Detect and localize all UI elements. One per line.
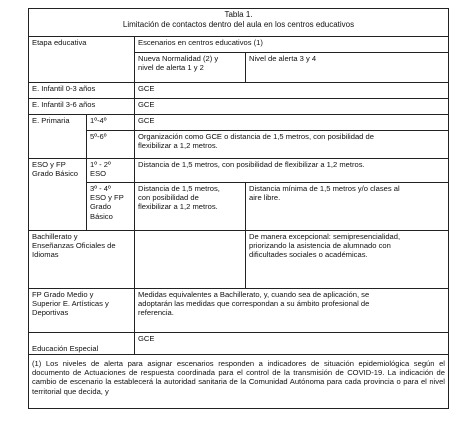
table-footnote: (1) Los niveles de alerta para asignar escenarios responden a indicadores de situación epidemiológica según el documento de Actuaciones de respuesta coordinada para el control de la transmisión de COVID-19. La indicación de cambio de escenario la establecerá la autoridad sanitaria de la Comunidad Autónoma para cada provincia o para el nivel territorial que decida, y bbox=[32, 359, 445, 396]
header-stage: Etapa educativa bbox=[29, 37, 135, 83]
stage-eso: ESO y FP Grado Básico bbox=[29, 159, 87, 231]
substage-primaria-5-6: 5º-6º bbox=[87, 131, 135, 159]
row-primaria-1-4 bbox=[29, 115, 449, 131]
stage-especial: Educación Especial bbox=[29, 333, 135, 355]
row-fp bbox=[29, 289, 449, 333]
stage-bachillerato: Bachillerato y Enseñanzas Oficiales de Idiomas bbox=[29, 231, 135, 289]
value-eso-3-4-level-3-4: Distancia mínima de 1,5 metros y/o clases al aire libre. bbox=[246, 183, 449, 231]
stage-fp: FP Grado Medio y Superior E. Artísticas y Deportivas bbox=[29, 289, 135, 333]
substage-eso-3-4: 3º - 4º ESO y FP Grado Básico bbox=[87, 183, 135, 231]
row-infantil-3-6 bbox=[29, 99, 449, 115]
value-infantil-3-6: GCE bbox=[135, 99, 449, 115]
value-primaria-5-6: Organización como GCE o distancia de 1,5 metros, con posibilidad de flexibilizar a 1,2 metros. bbox=[135, 131, 449, 159]
caption-row bbox=[29, 9, 449, 37]
header-scenarios: Escenarios en centros educativos (1) bbox=[135, 37, 449, 53]
header-normal: Nueva Normalidad (2) y nivel de alerta 1 y 2 bbox=[135, 53, 246, 83]
value-eso-1-2: Distancia de 1,5 metros, con posibilidad de flexibilizar a 1,2 metros. bbox=[135, 159, 449, 183]
value-especial: GCE bbox=[135, 333, 449, 355]
footnote-row bbox=[29, 355, 449, 409]
header-level-3-4: Nivel de alerta 3 y 4 bbox=[246, 53, 449, 83]
stage-infantil-0-3: E. Infantil 0-3 años bbox=[29, 83, 135, 99]
caption-subtitle: Limitación de contactos dentro del aula en los centros educativos bbox=[122, 20, 355, 29]
row-eso-3-4 bbox=[29, 183, 449, 231]
row-eso-1-2 bbox=[29, 159, 449, 183]
caption-title: Tabla 1. bbox=[224, 10, 253, 19]
table-caption bbox=[29, 9, 449, 37]
row-primaria-5-6 bbox=[29, 131, 449, 159]
value-primaria-1-4: GCE bbox=[135, 115, 449, 131]
substage-primaria-1-4: 1º-4º bbox=[87, 115, 135, 131]
header-row bbox=[29, 37, 449, 53]
row-infantil-0-3 bbox=[29, 83, 449, 99]
value-bachillerato-level-3-4: De manera excepcional: semipresencialidad, priorizando la asistencia de alumnado con dificultades sociales o académicas. bbox=[246, 231, 449, 289]
value-infantil-0-3: GCE bbox=[135, 83, 449, 99]
substage-eso-1-2: 1º - 2º ESO bbox=[87, 159, 135, 183]
value-fp: Medidas equivalentes a Bachillerato, y, cuando sea de aplicación, se adoptarán las medidas que correspondan a su ámbito profesional de referencia. bbox=[135, 289, 449, 333]
stage-infantil-3-6: E. Infantil 3-6 años bbox=[29, 99, 135, 115]
contact-limitation-table bbox=[28, 8, 449, 409]
value-bachillerato-normal bbox=[135, 231, 246, 289]
stage-primaria: E. Primaria bbox=[29, 115, 87, 159]
value-eso-3-4-normal: Distancia de 1,5 metros, con posibilidad de flexibilizar a 1,2 metros. bbox=[135, 183, 246, 231]
row-bachillerato bbox=[29, 231, 449, 289]
row-especial bbox=[29, 333, 449, 355]
